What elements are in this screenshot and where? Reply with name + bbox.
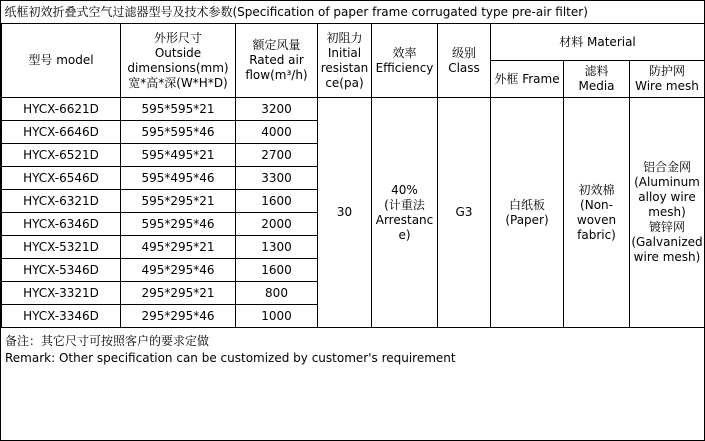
cell-dimensions: 595*495*46 — [121, 167, 236, 190]
cell-efficiency: 40% (计重法 Arrestanc e) — [372, 98, 438, 328]
cell-dimensions: 495*295*21 — [121, 236, 236, 259]
cell-airflow: 3300 — [236, 167, 318, 190]
cell-dimensions: 495*295*46 — [121, 259, 236, 282]
header-media: 滤料 Media — [564, 61, 630, 98]
cell-dimensions: 295*295*21 — [121, 282, 236, 305]
cell-airflow: 3200 — [236, 98, 318, 121]
cell-airflow: 1600 — [236, 259, 318, 282]
cell-model: HYCX-6646D — [2, 121, 121, 144]
cell-model: HYCX-3346D — [2, 305, 121, 328]
cell-class: G3 — [438, 98, 491, 328]
header-resistance: 初阻力 Initial resistan ce(pa) — [318, 24, 372, 98]
cell-dimensions: 595*295*46 — [121, 213, 236, 236]
cell-airflow: 2000 — [236, 213, 318, 236]
spec-table — [1, 1, 705, 328]
table-title: 纸框初效折叠式空气过滤器型号及技术参数(Specification of paper frame corrugated type pre-air filter) — [2, 1, 705, 24]
cell-model: HYCX-6621D — [2, 98, 121, 121]
header-dimensions: 外形尺寸 Outside dimensions(mm) 宽*高*深(W*H*D) — [121, 24, 236, 98]
remark-note — [1, 328, 704, 367]
header-frame: 外框 Frame — [491, 61, 564, 98]
cell-model: HYCX-6321D — [2, 190, 121, 213]
cell-dimensions: 595*495*21 — [121, 144, 236, 167]
cell-airflow: 1000 — [236, 305, 318, 328]
cell-dimensions: 595*295*21 — [121, 190, 236, 213]
remark-en: Remark: Other specification can be customized by customer's requirement — [5, 351, 456, 365]
cell-wire-mesh: 铝合金网 (Aluminum alloy wire mesh) 镀锌网 (Galvanized wire mesh) — [630, 98, 705, 328]
cell-model: HYCX-5346D — [2, 259, 121, 282]
cell-dimensions: 295*295*46 — [121, 305, 236, 328]
cell-airflow: 800 — [236, 282, 318, 305]
cell-model: HYCX-6346D — [2, 213, 121, 236]
cell-frame: 白纸板 (Paper) — [491, 98, 564, 328]
cell-airflow: 1600 — [236, 190, 318, 213]
cell-resistance: 30 — [318, 98, 372, 328]
cell-airflow: 2700 — [236, 144, 318, 167]
header-material: 材料 Material — [491, 24, 705, 61]
header-wire: 防护网 Wire mesh — [630, 61, 705, 98]
cell-model: HYCX-6521D — [2, 144, 121, 167]
cell-airflow: 1300 — [236, 236, 318, 259]
table-row — [2, 98, 705, 121]
cell-dimensions: 595*595*46 — [121, 121, 236, 144]
header-model: 型号 model — [2, 24, 121, 98]
header-efficiency: 效率 Efficiency — [372, 24, 438, 98]
cell-airflow: 4000 — [236, 121, 318, 144]
remark-cn: 备注：其它尺寸可按照客户的要求定做 — [5, 334, 210, 348]
cell-media: 初效棉 (Non- woven fabric) — [564, 98, 630, 328]
cell-model: HYCX-3321D — [2, 282, 121, 305]
cell-model: HYCX-6546D — [2, 167, 121, 190]
cell-model: HYCX-5321D — [2, 236, 121, 259]
header-airflow: 额定风量 Rated air flow(m³/h) — [236, 24, 318, 98]
cell-dimensions: 595*595*21 — [121, 98, 236, 121]
header-class: 级别 Class — [438, 24, 491, 98]
